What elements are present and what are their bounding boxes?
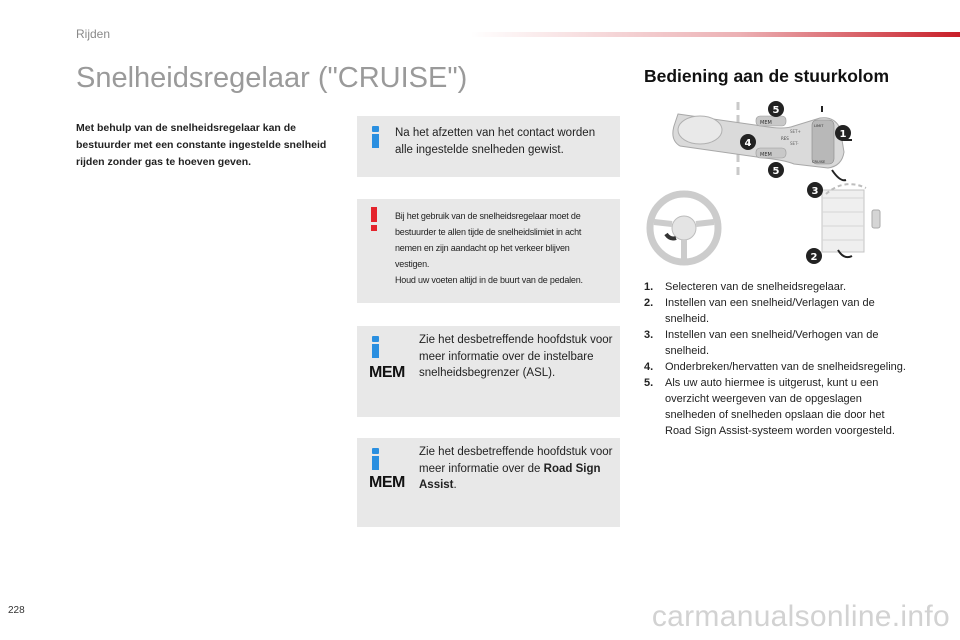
warning-note-text: Bij het gebruik van de snelheidsregelaar moet de bestuurder te allen tijde de snelheidslimiet in acht nemen en zijn aandacht op het verkeer blijven vestigen. Houd uw voeten altijd in de buurt van de pedalen.	[395, 211, 583, 285]
section-label: Rijden	[76, 27, 111, 41]
control-steps-list	[644, 279, 912, 439]
info-note-text: Zie het desbetreffende hoofdstuk voor meer informatie over de Road Sign Assist.	[419, 446, 613, 491]
info-note-text: Na het afzetten van het contact worden alle ingestelde snelheden gewist.	[395, 127, 596, 156]
callout-3	[807, 182, 823, 198]
callout-5-top	[768, 101, 784, 117]
callout-5-bottom	[768, 162, 784, 178]
callout-1	[835, 125, 851, 141]
svg-text:1: 1	[839, 129, 847, 140]
page-number: 228	[8, 605, 25, 616]
info-note-asl	[357, 326, 620, 417]
switch-label-cruise: CRUISE	[812, 160, 826, 164]
mem-icon: MEM	[369, 474, 405, 491]
controls-title: Bediening aan de stuurkolom	[644, 66, 890, 86]
list-item: 3. Instellen van een snelheid/Verhogen van de snelheid.	[644, 329, 879, 357]
callout-4	[740, 134, 756, 150]
switch-label-set-minus: SET-	[790, 141, 799, 146]
info-note-road-sign	[357, 438, 620, 527]
svg-text:2: 2	[810, 252, 818, 263]
info-icon	[371, 126, 380, 148]
switch-label-mem-top: MEM	[760, 120, 772, 126]
warning-icon	[370, 207, 378, 231]
mem-icon: MEM	[369, 364, 405, 381]
info-note-contact	[357, 116, 620, 177]
list-item: 4. Onderbreken/hervatten van de snelheidsregeling.	[644, 361, 906, 373]
info-icon	[371, 336, 380, 358]
list-item: 5. Als uw auto hiermee is uitgerust, kunt u een overzicht weergeven van de opgeslagen snelheden of snelheden opslaan die door het Road Sign Assist-systeem worden voorgesteld.	[644, 377, 895, 437]
switch-label-set-plus: SET+	[790, 129, 801, 134]
switch-label-mem-bottom: MEM	[760, 152, 772, 158]
switch-label-res: RES	[781, 136, 789, 141]
header-accent-bar	[470, 32, 960, 37]
svg-text:5: 5	[772, 105, 780, 116]
svg-text:3: 3	[811, 186, 819, 197]
callout-2	[806, 248, 822, 264]
intro-text: Met behulp van de snelheidsregelaar kan de bestuurder met een constante ingestelde snelheid rijden zonder gas te hoeven geven.	[76, 122, 327, 168]
info-note-text: Zie het desbetreffende hoofdstuk voor meer informatie over de instelbare snelheidsbegrenzer (ASL).	[419, 334, 613, 379]
list-item: 1. Selecteren van de snelheidsregelaar.	[644, 281, 847, 293]
steering-wheel-illustration	[650, 194, 718, 262]
switch-label-limit: LIMIT	[814, 124, 824, 128]
stalk-detail-illustration	[822, 184, 880, 257]
list-item: 2. Instellen van een snelheid/Verlagen van de snelheid.	[644, 297, 875, 325]
watermark: carmanualsonline.info	[651, 600, 950, 633]
svg-text:4: 4	[744, 138, 752, 149]
warning-note	[357, 199, 620, 303]
steering-column-diagram	[644, 100, 910, 270]
info-icon	[371, 448, 380, 470]
page-title: Snelheidsregelaar ("CRUISE")	[76, 62, 468, 94]
svg-text:5: 5	[772, 166, 780, 177]
